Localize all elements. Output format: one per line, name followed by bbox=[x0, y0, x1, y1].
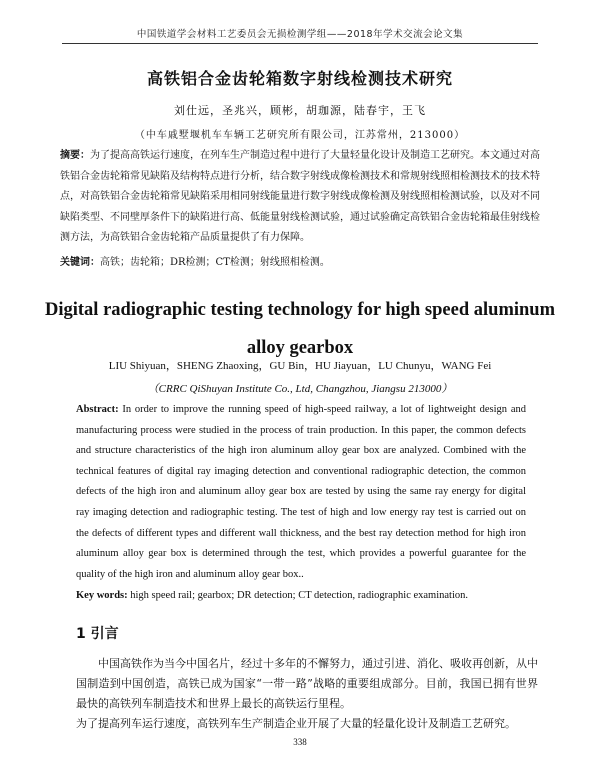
chinese-abstract-label: 摘要： bbox=[60, 150, 90, 161]
chinese-keywords-label: 关键词： bbox=[60, 257, 100, 268]
chinese-abstract bbox=[60, 146, 540, 249]
chinese-authors: 刘仕远，圣兆兴，顾彬，胡珈源，陆春宇，王飞 bbox=[174, 104, 426, 117]
body-paragraph: 为了提高列车运行速度，高铁列车生产制造企业开展了大量的轻量化设计及制造工艺研究。 bbox=[76, 717, 516, 730]
english-keywords-label: Key words: bbox=[76, 590, 128, 601]
english-keywords bbox=[76, 590, 526, 601]
chinese-title: 高铁铝合金齿轮箱数字射线检测技术研究 bbox=[146, 69, 453, 88]
chinese-affiliation: （中车戚墅堰机车车辆工艺研究所有限公司，江苏常州，213000） bbox=[134, 130, 466, 141]
english-abstract-text: In order to improve the running speed of high-speed railway, a lot of lightweight design and manufacturing process were studied in the process of train production. In this paper, the common defects and structure characteristics of the high iron aluminum alloy gear box are analyzed. Combined with the technical features of digital ray imaging detection and conventional radiographic detection, the common defects of the high iron and aluminum alloy gear box are tested by using the same ray energy for digital ray imaging detection and radiographic testing. The test of high and low energy ray test is carried out on the defects of different types and different wall thickness, and the best ray detection method for high iron aluminum alloy gear box is determined through the test, which provides a powerful guarantee for the quality of the high iron and aluminum alloy gear box.. bbox=[76, 404, 526, 580]
english-authors: LIU Shiyuan，SHENG Zhaoxing，GU Bin，HU Jiayuan，LU Chunyu，WANG Fei bbox=[108, 360, 492, 372]
english-abstract-label: Abstract: bbox=[76, 404, 119, 415]
english-keywords-text: high speed rail; gearbox; DR detection; CT detection, radiographic examination. bbox=[127, 590, 468, 601]
page-number: 338 bbox=[293, 737, 307, 747]
header-rule bbox=[62, 43, 538, 44]
english-title-line2: alloy gearbox bbox=[246, 338, 354, 358]
section-body bbox=[76, 654, 538, 734]
chinese-keywords bbox=[60, 253, 540, 268]
english-title-line1: Digital radiographic testing technology for high speed aluminum bbox=[45, 300, 555, 320]
section-heading: 1 引言 bbox=[76, 626, 119, 642]
english-affiliation: （CRRC QiShuyan Institute Co., Ltd, Changzhou, Jiangsu 213000） bbox=[147, 383, 453, 395]
chinese-abstract-text: 为了提高高铁运行速度，在列车生产制造过程中进行了大量轻量化设计及制造工艺研究。本文通过对高铁铝合金齿轮箱常见缺陷及结构特点进行分析，结合数字射线成像检测技术和常规射线照相检测技术的技术特点，对高铁铝合金齿轮箱常见缺陷采用相同射线能量进行数字射线成像检测及射线照相检测试验，以及对不同缺陷类型、不同壁厚条件下的缺陷进行高、低能量射线检测试验，通过试验确定高铁铝合金齿轮箱最佳射线检测方法，为高铁铝合金齿轮箱产品质量提供了有力保障。 bbox=[60, 150, 540, 244]
body-paragraph: 中国高铁作为当今中国名片，经过十多年的不懈努力，通过引进、消化、吸收再创新，从中国制造到中国创造，高铁已成为国家“一带一路”战略的重要组成部分。目前，我国已拥有世界最快的高铁列车制造技术和世界上最长的高铁运行里程。 bbox=[76, 657, 538, 710]
running-head: 中国铁道学会材料工艺委员会无损检测学组——2018年学术交流会论文集 bbox=[136, 29, 464, 40]
english-abstract bbox=[76, 400, 526, 585]
chinese-keywords-text: 高铁；齿轮箱；DR检测；CT检测；射线照相检测。 bbox=[100, 257, 330, 268]
english-title bbox=[40, 291, 560, 367]
